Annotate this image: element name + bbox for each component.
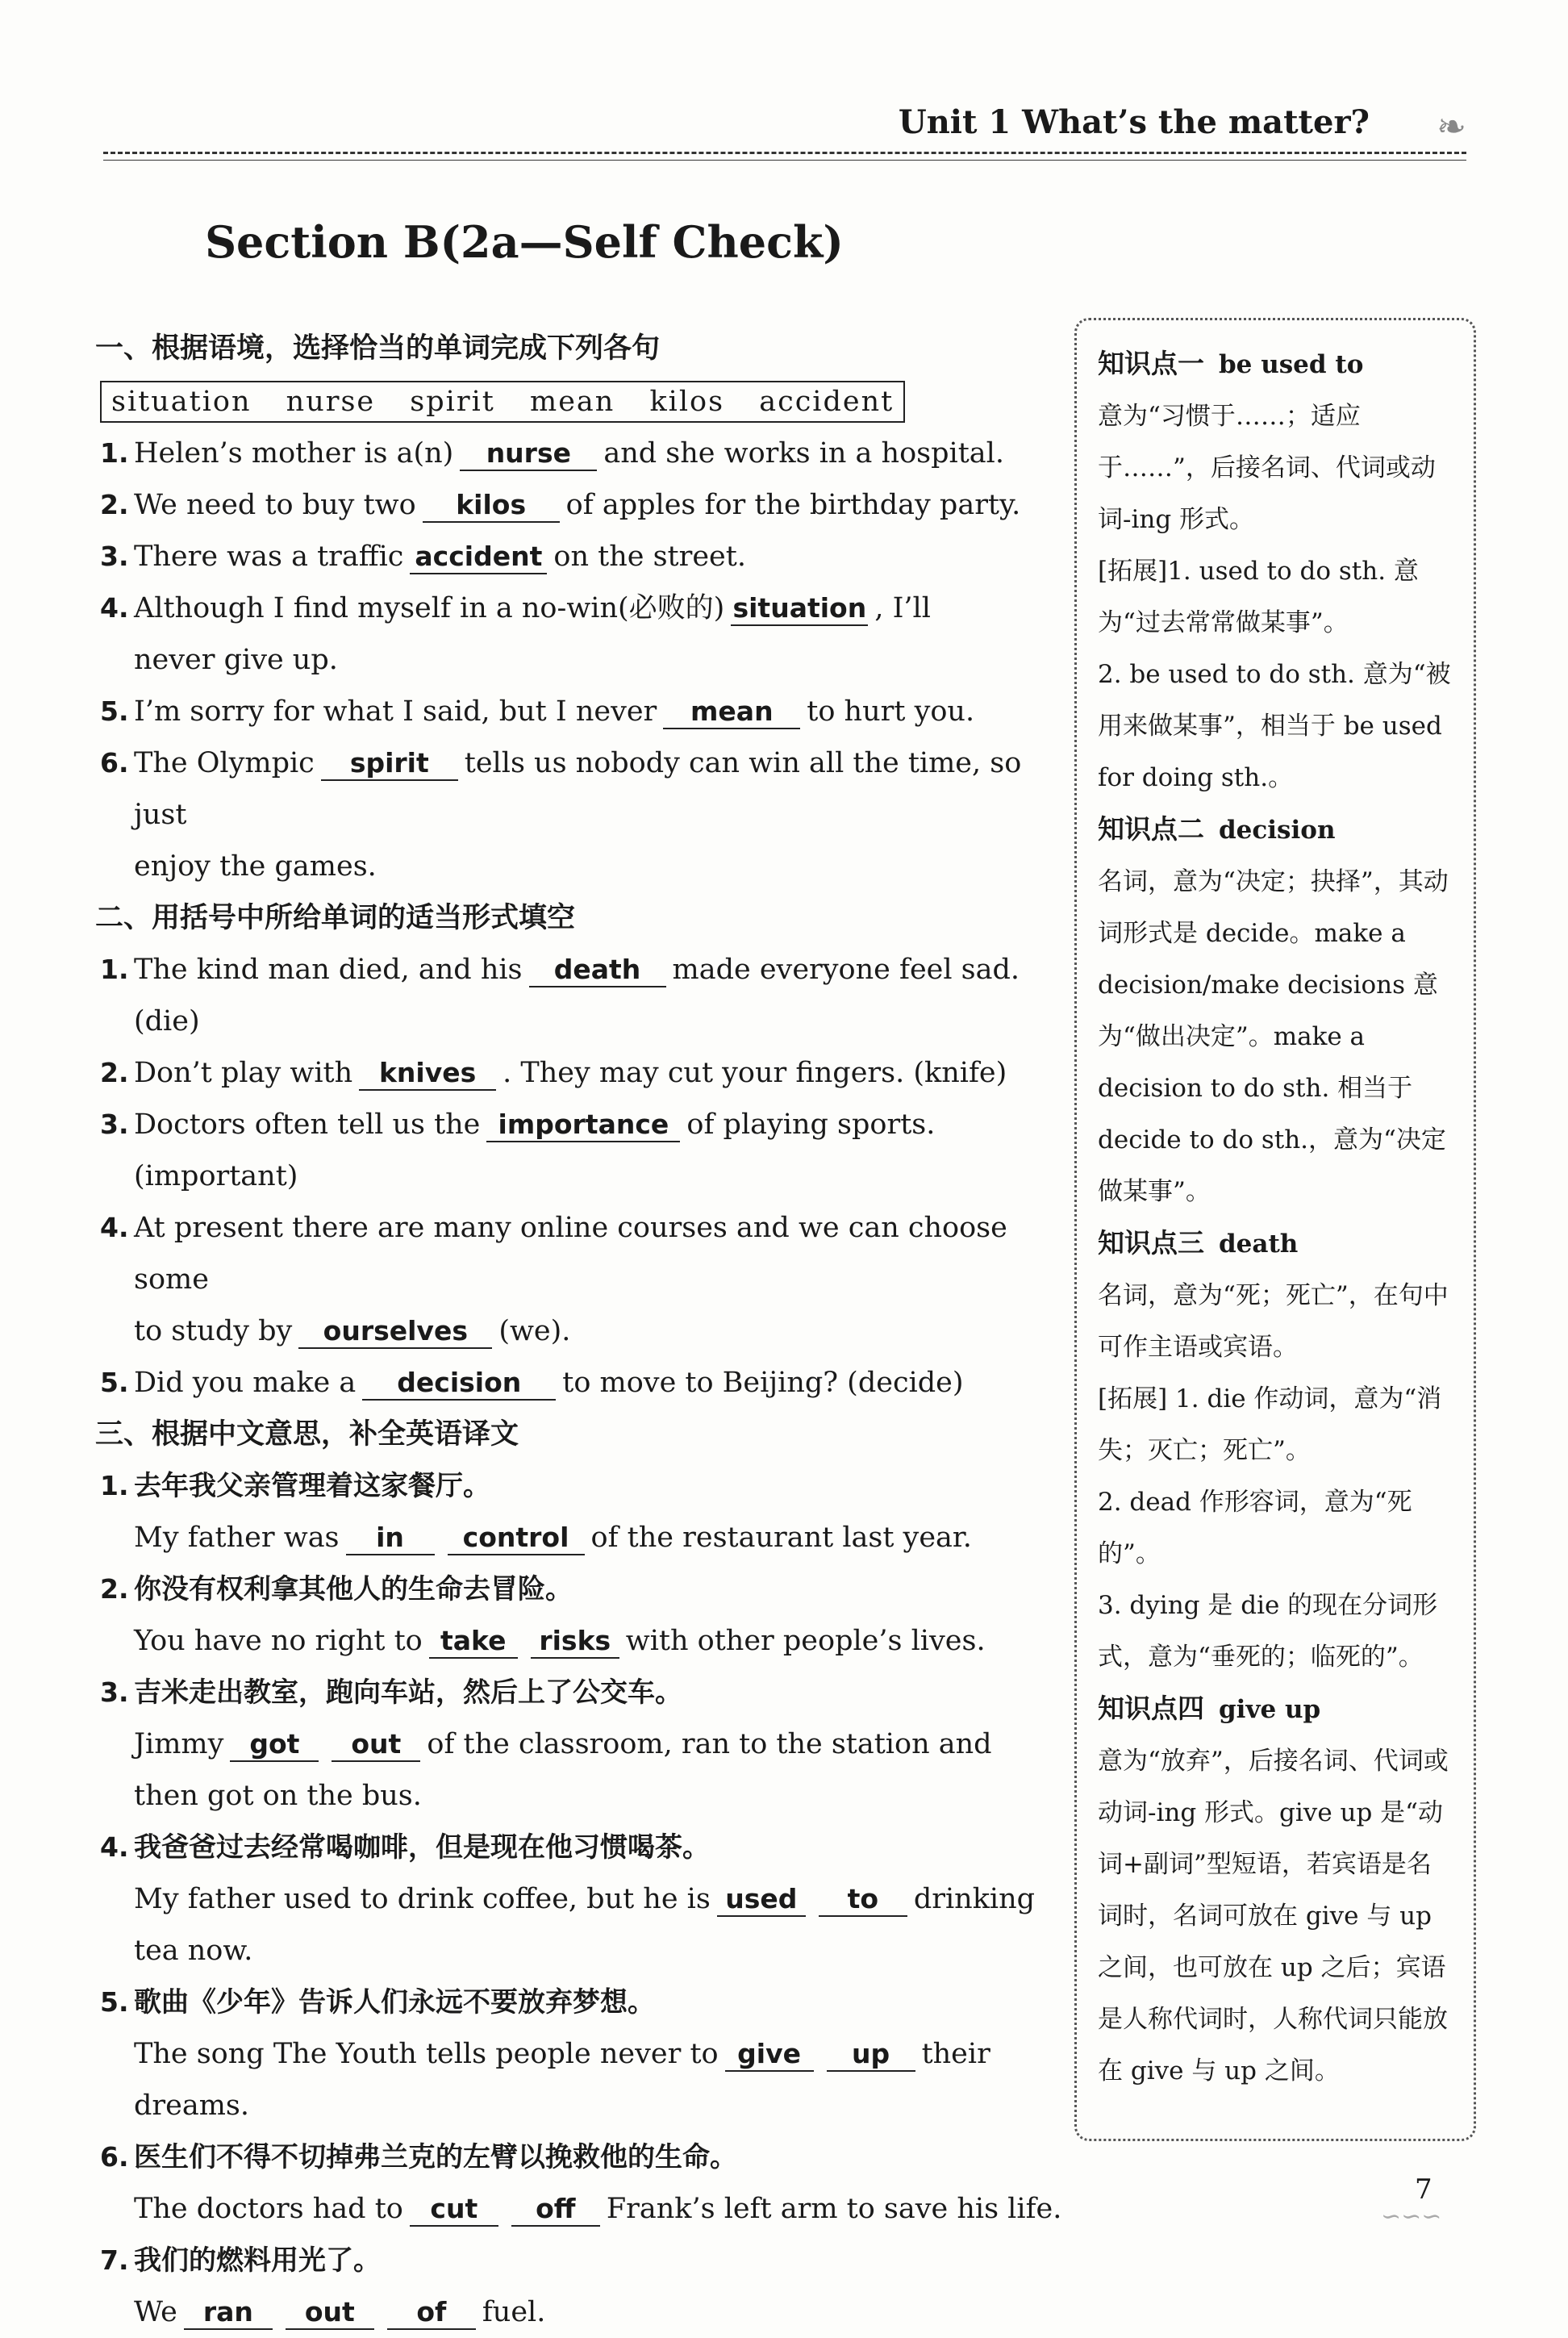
kp3-heading: 知识点三 death [1098, 1227, 1299, 1259]
word-box-item: accident [759, 386, 895, 418]
translation-line: We ran out of fuel. [134, 2296, 546, 2328]
word-box-item: situation [111, 386, 252, 418]
question-continuation: then got on the bus. [134, 1780, 422, 1812]
question-item: 3. There was a traffic accident on the street. [100, 541, 746, 573]
answer-blank[interactable]: ran [184, 2296, 273, 2330]
answer-blank[interactable]: nurse [460, 437, 597, 471]
question-continuation: never give up. [134, 644, 338, 676]
question-continuation: to study by ourselves (we). [134, 1315, 571, 1347]
kp-text: 意为“习惯于……；适应于……”，后接名词、代词或动词-ing 形式。 [1098, 402, 1436, 534]
kp-text: 意为“放弃”，后接名词、代词或动词-ing 形式。give up 是“动词+副词”型短语，若宾语是名词时，名词可放在 give 与 up 之间，也可放在 up 之后；宾语是人称代词时，人称代词只能放在 give 与 up 之间。 [1098, 1747, 1449, 2085]
header-rule [103, 152, 1466, 154]
exercise-column [95, 323, 1071, 2338]
translation-line: My father was in control of the restaurant last year. [134, 1522, 972, 1554]
question-item: 1. The kind man died, and his death made everyone feel sad. (die) [100, 954, 1020, 1037]
question-item: 4. Although I find myself in a no-win(必败的) situation , I’ll [100, 592, 931, 624]
header-rule-thin [103, 160, 1466, 161]
section-title: Section B(2a—Self Check) [205, 216, 844, 268]
answer-blank[interactable]: decision [362, 1367, 556, 1401]
chinese-prompt: 5. 歌曲《少年》告诉人们永远不要放弃梦想。 [100, 1986, 655, 2019]
answer-blank[interactable]: take [429, 1625, 518, 1659]
kp-text: 名词，意为“决定；抉择”，其动词形式是 decide。make a decision/make decisions 意为“做出决定”。make a decision to do sth. 相当于 decide to do sth.，意为“决定做某事”。 [1098, 867, 1449, 1206]
question-item: 6. The Olympic spirit tells us nobody can win all the time, so just [100, 747, 1022, 831]
word-box [100, 381, 905, 423]
answer-blank[interactable]: to [819, 1883, 907, 1917]
kp4-heading: 知识点四 give up [1098, 1693, 1321, 1724]
part2-heading: 二、用括号中所给单词的适当形式填空 [95, 902, 576, 934]
word-box-item: kilos [649, 386, 725, 418]
answer-blank[interactable]: up [827, 2038, 915, 2072]
question-item: 1. Helen’s mother is a(n) nurse and she works in a hospital. [100, 437, 1004, 470]
answer-blank[interactable]: out [332, 1728, 420, 1762]
translation-line: My father used to drink coffee, but he is used to drinking [134, 1883, 1036, 1915]
answer-blank[interactable]: risks [531, 1625, 619, 1659]
chinese-prompt: 1. 去年我父亲管理着这家餐厅。 [100, 1470, 490, 1502]
question-item: 2. Don’t play with knives . They may cut your fingers. (knife) [100, 1057, 1007, 1089]
answer-blank[interactable]: ourselves [298, 1315, 492, 1349]
answer-blank[interactable]: out [286, 2296, 374, 2330]
chinese-prompt: 7. 我们的燃料用光了。 [100, 2244, 381, 2277]
word-box-item: mean [530, 386, 615, 418]
header-ornament-icon: ❧ [1437, 106, 1466, 148]
question-continuation: enjoy the games. [134, 850, 377, 883]
page-number: 7 [1415, 2173, 1432, 2206]
kp-text: [拓展] 1. die 作动词，意为“消失；灭亡；死亡”。 [1098, 1384, 1442, 1465]
chinese-prompt: 2. 你没有权利拿其他人的生命去冒险。 [100, 1573, 573, 1605]
kp-text: 名词，意为“死；死亡”，在句中可作主语或宾语。 [1098, 1281, 1449, 1362]
kp2-heading: 知识点二 decision [1098, 813, 1336, 845]
part1-heading: 一、根据语境，选择恰当的单词完成下列各句 [95, 332, 661, 365]
answer-blank[interactable]: spirit [321, 747, 458, 781]
answer-blank[interactable]: off [511, 2193, 600, 2227]
question-continuation: tea now. [134, 1935, 253, 1967]
translation-line: The doctors had to cut off Frank’s left arm to save his life. [134, 2193, 1062, 2225]
question-continuation: dreams. [134, 2090, 249, 2122]
answer-blank[interactable]: accident [410, 541, 547, 574]
word-box-item: nurse [286, 386, 376, 418]
knowledge-sidebar [1074, 318, 1476, 2141]
answer-blank[interactable]: cut [410, 2193, 498, 2227]
answer-blank[interactable]: situation [731, 592, 868, 626]
chinese-prompt: 3. 吉米走出教室，跑向车站，然后上了公交车。 [100, 1676, 682, 1709]
part3-heading: 三、根据中文意思，补全英语译文 [95, 1418, 519, 1451]
word-box-item: spirit [410, 386, 495, 418]
answer-blank[interactable]: in [346, 1522, 435, 1555]
answer-blank[interactable]: give [725, 2038, 814, 2072]
kp-text: 2. be used to do sth. 意为“被用来做某事”，相当于 be used for doing sth.。 [1098, 660, 1451, 792]
header-title: Unit 1 What’s the matter? [898, 103, 1370, 141]
chinese-prompt: 6. 医生们不得不切掉弗兰克的左臂以挽救他的生命。 [100, 2141, 737, 2173]
kp-text: [拓展]1. used to do sth. 意为“过去常常做某事”。 [1098, 557, 1419, 637]
page-header [103, 103, 1466, 160]
question-item: 5. Did you make a decision to move to Beijing? (decide) [100, 1367, 964, 1399]
translation-line: You have no right to take risks with other people’s lives. [134, 1625, 986, 1657]
answer-blank[interactable]: death [529, 954, 666, 987]
answer-blank[interactable]: of [387, 2296, 476, 2330]
footer-ornament-icon: ∽∽∽ [1381, 2202, 1442, 2231]
answer-blank[interactable]: kilos [423, 489, 560, 523]
question-item: 5. I’m sorry for what I said, but I never mean to hurt you. [100, 695, 975, 728]
question-item: 3. Doctors often tell us the importance of playing sports. (important) [100, 1108, 936, 1192]
answer-blank[interactable]: mean [663, 695, 800, 729]
answer-blank[interactable]: got [230, 1728, 319, 1762]
translation-line: Jimmy got out of the classroom, ran to the station and [134, 1728, 992, 1760]
answer-blank[interactable]: used [717, 1883, 806, 1917]
translation-line: The song The Youth tells people never to give up their [134, 2038, 990, 2070]
answer-blank[interactable]: importance [486, 1108, 680, 1142]
kp-text: 2. dead 作形容词，意为“死的”。 [1098, 1488, 1412, 1568]
answer-blank[interactable]: control [448, 1522, 585, 1555]
question-item: 4. At present there are many online courses and we can choose some [100, 1212, 1007, 1296]
chinese-prompt: 4. 我爸爸过去经常喝咖啡，但是现在他习惯喝茶。 [100, 1831, 710, 1864]
kp-text: 3. dying 是 die 的现在分词形式，意为“垂死的；临死的”。 [1098, 1591, 1438, 1672]
kp1-heading: 知识点一 be used to [1098, 348, 1364, 379]
answer-blank[interactable]: knives [359, 1057, 496, 1091]
question-item: 2. We need to buy two kilos of apples for the birthday party. [100, 489, 1021, 521]
